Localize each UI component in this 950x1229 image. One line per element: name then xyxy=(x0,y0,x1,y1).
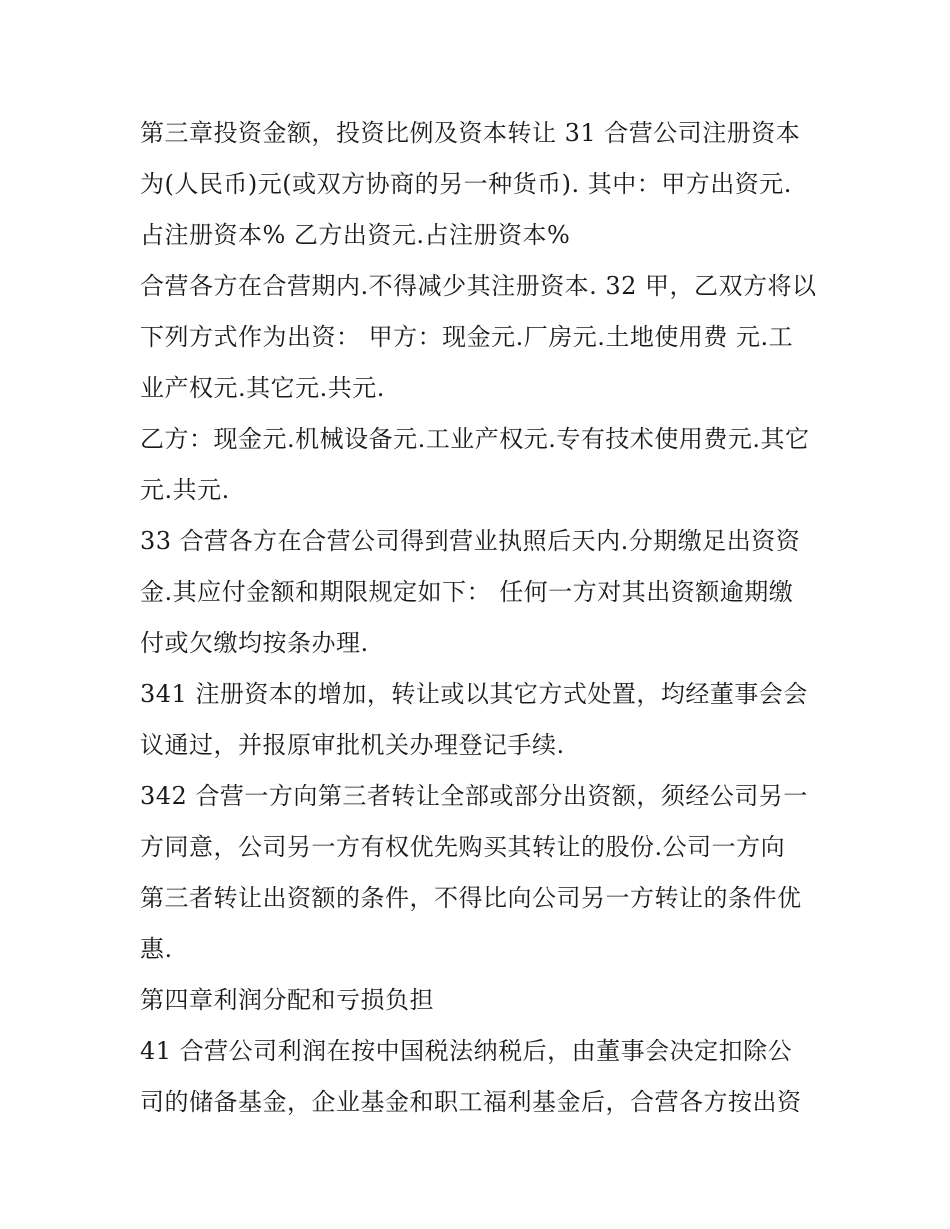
paragraph-contribution-methods xyxy=(140,261,820,414)
text-line: 方同意，公司另一方有权优先购买其转让的股份.公司一方向 xyxy=(140,833,786,861)
document-body xyxy=(140,108,820,1128)
text-line: 342 合营一方向第三者转让全部或部分出资额，须经公司另一 xyxy=(140,782,808,810)
text-line: 司的储备基金，企业基金和职工福利基金后，合营各方按出资 xyxy=(140,1088,802,1116)
paragraph-article-342 xyxy=(140,771,820,975)
paragraph-article-33 xyxy=(140,516,820,669)
text-line: 乙方：现金元.机械设备元.工业产权元.专有技术使用费元.其它 xyxy=(140,425,810,453)
text-line: 业产权元.其它元.共元. xyxy=(140,374,385,402)
text-line: 第四章利润分配和亏损负担 xyxy=(140,986,434,1014)
text-line: 第三章投资金额，投资比例及资本转让 31 合营公司注册资本 xyxy=(140,119,801,147)
text-line: 金.其应付金额和期限规定如下： 任何一方对其出资额逾期缴 xyxy=(140,578,794,606)
text-line: 341 注册资本的增加，转让或以其它方式处置，均经董事会会 xyxy=(140,680,808,708)
text-line: 下列方式作为出资： 甲方：现金元.厂房元.土地使用费 元.工 xyxy=(140,323,794,351)
text-line: 为(人民币)元(或双方协商的另一种货币). 其中：甲方出资元. xyxy=(140,170,792,198)
paragraph-article-41 xyxy=(140,1026,820,1128)
paragraph-chapter-three-capital xyxy=(140,108,820,261)
text-line: 第三者转让出资额的条件，不得比向公司另一方转让的条件优 xyxy=(140,884,802,912)
text-line: 合营各方在合营期内.不得减少其注册资本. 32 甲，乙双方将以 xyxy=(140,272,817,300)
text-line: 元.共元. xyxy=(140,476,230,504)
text-line: 付或欠缴均按条办理. xyxy=(140,629,369,657)
text-line: 惠. xyxy=(140,935,173,963)
paragraph-article-341 xyxy=(140,669,820,771)
paragraph-party-b-contribution xyxy=(140,414,820,516)
text-line: 41 合营公司利润在按中国税法纳税后，由董事会决定扣除公 xyxy=(140,1037,793,1065)
text-line: 占注册资本% 乙方出资元.占注册资本% xyxy=(140,221,571,249)
chapter-four-heading xyxy=(140,975,820,1026)
text-line: 33 合营各方在合营公司得到营业执照后天内.分期缴足出资资 xyxy=(140,527,801,555)
text-line: 议通过，并报原审批机关办理登记手续. xyxy=(140,731,565,759)
